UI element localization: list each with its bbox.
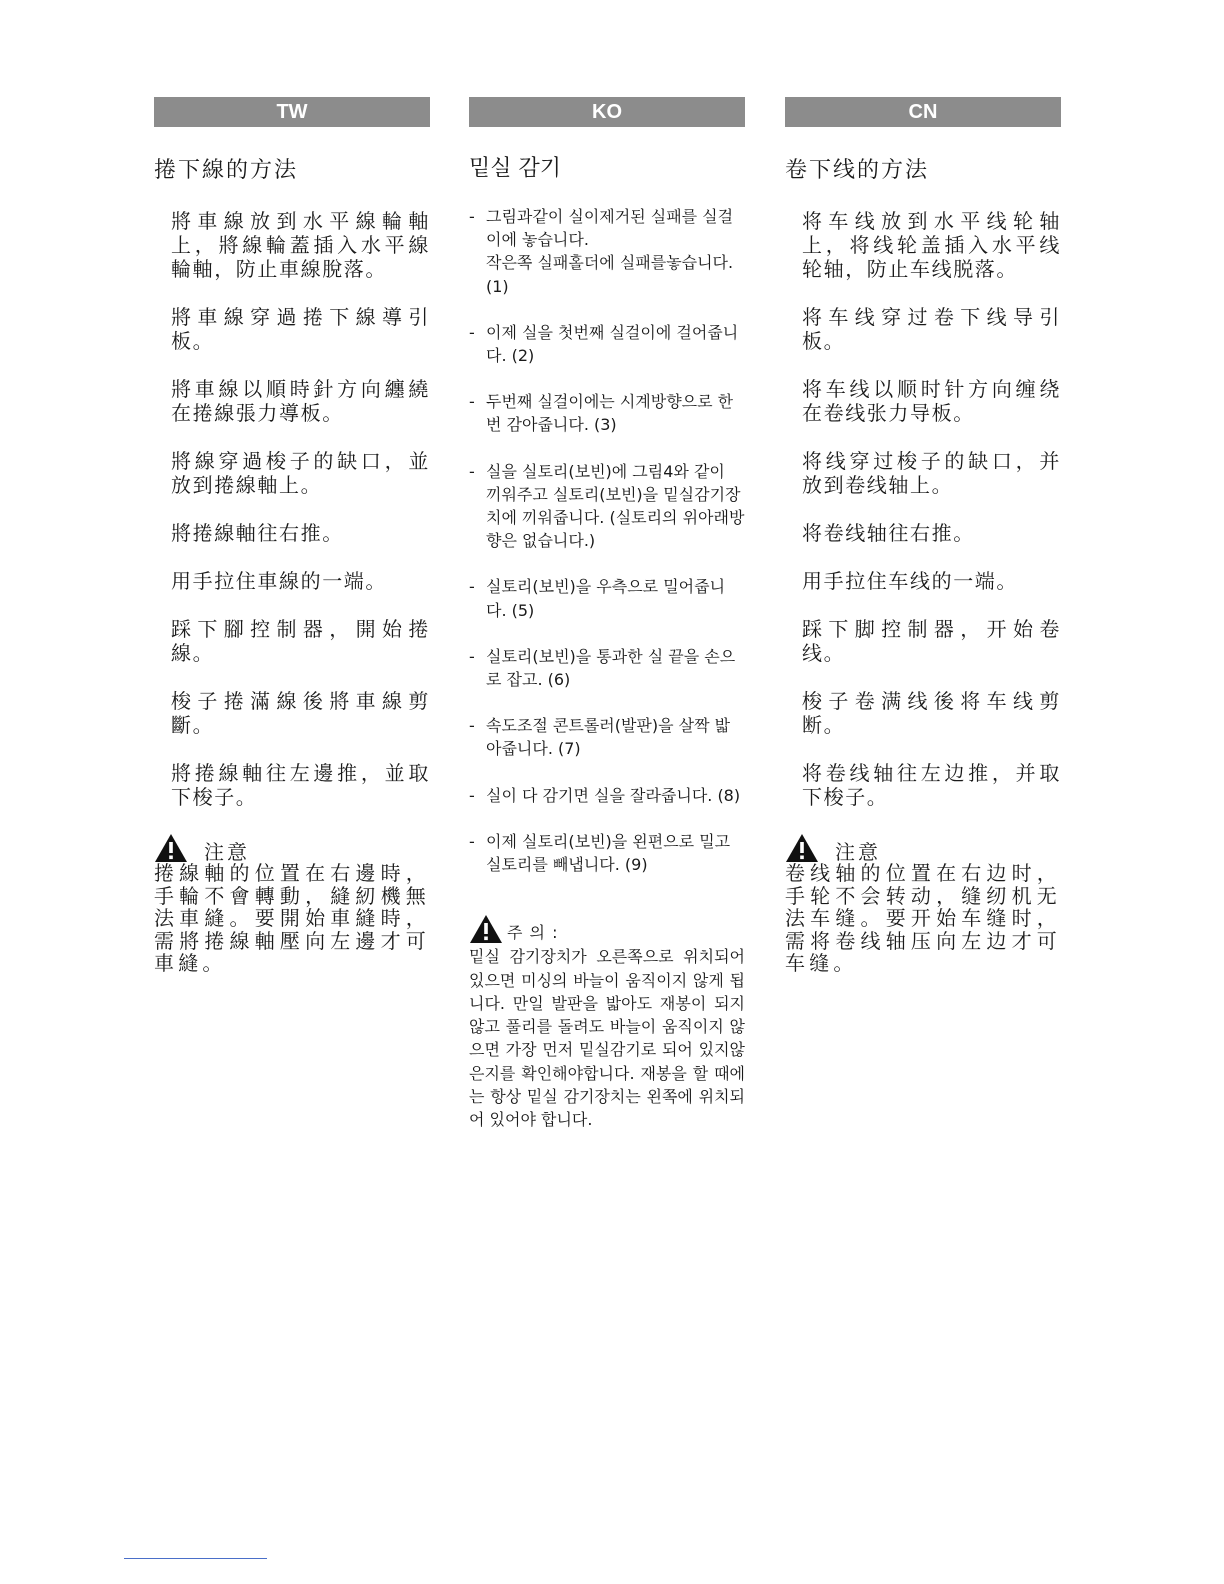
tw-step: 將線穿過梭子的缺口，並放到捲線軸上。 [171, 449, 430, 497]
ko-step: - 실을 실토리(보빈)에 그림4와 같이 끼워주고 실토리(보빈)을 밑실감기장치에 끼워줍니다. (실토리의 위아래방향은 없습니다.) [469, 461, 745, 551]
list-dash: - [469, 785, 475, 805]
ko-warning-text: 밑실 감기장치가 오른쪽으로 위치되어 있으면 미싱의 바늘이 움직이지 않게 됩니다. 만일 발판을 밟아도 재봉이 되지않고 풀리를 돌려도 바늘이 움직이지 않으면 가장 먼저 밑실감기로 되어 있지않은지를 확인해야합니다. 재봉을 할 때에는 항상 밑실 감기장치는 왼쪽에 위치되어 있어야 합니다. [469, 947, 745, 1130]
warning-icon [469, 914, 503, 944]
cn-language-header: CN [785, 97, 1061, 127]
warning-icon [154, 833, 188, 863]
cn-step: 梭子卷满线後将车线剪断。 [802, 689, 1061, 737]
cn-step: 将卷线轴往右推。 [802, 521, 975, 545]
list-dash: - [469, 577, 475, 597]
cn-warning-title: 注意 [835, 840, 881, 864]
list-dash: - [469, 646, 475, 666]
list-dash: - [469, 461, 475, 481]
tw-step: 踩下腳控制器，開始捲線。 [171, 617, 430, 665]
ko-step: - 두번째 실걸이에는 시계방향으로 한번 감아줍니다. (3) [469, 392, 734, 435]
list-dash: - [469, 716, 475, 736]
tw-warning-title: 注意 [204, 840, 250, 864]
list-dash: - [469, 207, 475, 226]
cn-step: 将车线穿过卷下线导引板。 [802, 305, 1061, 353]
list-dash: - [469, 392, 475, 412]
tw-section-title: 捲下線的方法 [154, 158, 299, 183]
cn-step: 用手拉住车线的一端。 [802, 569, 1018, 593]
ko-language-header: KO [469, 97, 745, 127]
cn-step: 将车线以顺时针方向缠绕在卷线张力导板。 [802, 377, 1061, 425]
cn-warning-text: 卷线轴的位置在右边时，手轮不会转动，缝纫机无法车缝。要开始车缝时，需将卷线轴压向左边才可车缝。 [785, 861, 1061, 975]
tw-step: 將車線穿過捲下線導引板。 [171, 305, 430, 353]
ko-step: - 실토리(보빈)을 통과한 실 끝을 손으로 잡고. (6) [469, 646, 736, 690]
tw-column [154, 97, 430, 975]
warning-icon [785, 833, 819, 863]
ko-steps-list [469, 205, 745, 876]
cn-steps-list [785, 209, 1061, 809]
tw-language-header: TW [154, 97, 430, 127]
ko-step: - 그림과같이 실이제거된 실패를 실걸이에 놓습니다. 작은쪽 실패홀더에 실패를놓습니다. (1) [469, 207, 734, 296]
ko-warning [469, 914, 745, 1131]
cn-step: 将线穿过梭子的缺口，并放到卷线轴上。 [802, 449, 1061, 497]
list-dash: - [469, 831, 475, 851]
tw-step: 將車線以順時針方向纏繞在捲線張力導板。 [171, 377, 430, 425]
tw-step: 用手拉住車線的一端。 [171, 569, 387, 593]
tw-step: 梭子捲滿線後將車線剪斷。 [171, 689, 430, 737]
ko-section-title: 밑실 감기 [469, 156, 562, 181]
tw-warning-text: 捲線軸的位置在右邊時，手輪不會轉動，縫紉機無法車縫。要開始車縫時，需將捲線軸壓向左邊才可車縫。 [154, 861, 430, 975]
ko-warning-title: 주 의 : [507, 923, 559, 943]
ko-step: - 실이 다 감기면 실을 잘라줍니다. (8) [469, 784, 745, 807]
ko-step: - 이제 실토리(보빈)을 왼편으로 밀고 실토리를 빼냅니다. (9) [469, 831, 731, 875]
tw-steps-list [154, 209, 430, 809]
tw-warning [154, 833, 430, 975]
cn-section-title: 卷下线的方法 [785, 158, 930, 183]
cn-column [785, 97, 1061, 975]
cn-step: 踩下脚控制器，开始卷线。 [802, 617, 1061, 665]
list-dash: - [469, 322, 475, 342]
cn-step: 将车线放到水平线轮轴上，将线轮盖插入水平线轮轴，防止车线脱落。 [802, 209, 1061, 281]
ko-step: - 속도조절 콘트롤러(발판)을 살짝 밟아줍니다. (7) [469, 716, 731, 759]
ko-step: - 이제 실을 첫번째 실걸이에 걸어줍니다. (2) [469, 322, 739, 366]
cn-warning [785, 833, 1061, 975]
tw-step: 將捲線軸往右推。 [171, 521, 344, 545]
tw-step: 將車線放到水平線輪軸上，將線輪蓋插入水平線輪軸，防止車線脫落。 [171, 209, 430, 281]
ko-column [469, 97, 745, 1132]
footer-rule [124, 1558, 267, 1559]
tw-step: 將捲線軸往左邊推，並取下梭子。 [171, 761, 430, 809]
ko-step: - 실토리(보빈)을 우측으로 밀어줍니다. (5) [469, 577, 726, 620]
cn-step: 将卷线轴往左边推，并取下梭子。 [802, 761, 1061, 809]
